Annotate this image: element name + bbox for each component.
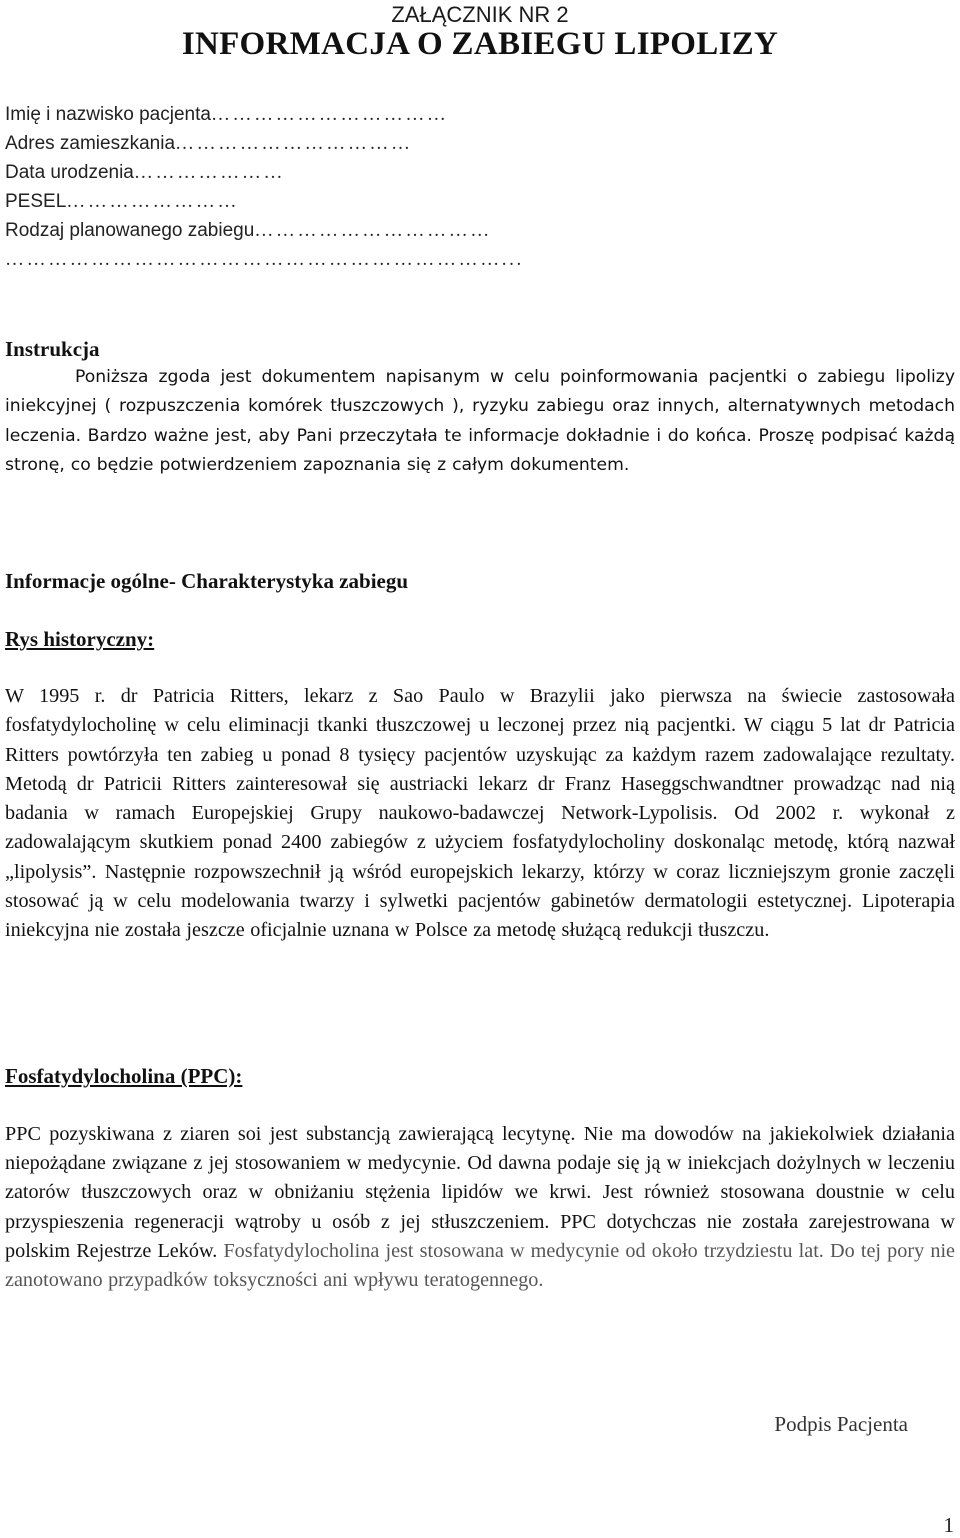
ppc-text-gray: Fosfatydylocholina jest stosowana w medycynie od około trzydziestu lat. Do tej pory nie zanotowano przypadków toksyczności ani wpływu teratogennego. bbox=[5, 1239, 956, 1292]
birth-date-field bbox=[5, 161, 285, 185]
ppc-paragraph bbox=[5, 1120, 955, 1295]
ppc-heading: Fosfatydylocholina (PPC): bbox=[5, 1064, 243, 1088]
general-info-heading: Informacje ogólne- Charakterystyka zabiegu bbox=[5, 569, 409, 593]
ppc-text: PPC pozyskiwana z ziaren soi jest substancją zawierającą lecytynę. Nie ma dowodów na jakiekolwiek działania niepożądane związane z jej stosowaniem w medycynie. Od dawna podaje się ją w iniekcjach dożylnych w leczeniu zatorów tłuszczowych oraz w obniżaniu stężenia lipidów we krwi. Jest również stosowana doustnie w celu przyspieszenia regeneracji wątroby u osób z jej stłuszczeniem. PPC dotychczas nie została zarejestrowana w polskim Rejestrze Leków. bbox=[5, 1123, 955, 1262]
address-field bbox=[5, 132, 413, 156]
document-title: INFORMACJA O ZABIEGU LIPOLIZY bbox=[181, 26, 779, 62]
address-blank: …………………………… bbox=[175, 133, 413, 154]
instructions-text: Poniższa zgoda jest dokumentem napisanym w celu poinformowania pacjentki o zabiegu lipolizy iniekcyjnej ( rozpuszczenia komórek tłuszczowych ), ryzyku zabiegu oraz innych, alternatywnych metodach leczenia. Bardzo ważne jest, aby Pani przeczytała te informacje dokładnie i do końca. Proszę podpisać każdą stronę, co będzie potwierdzeniem zapoznania się z całym dokumentem. bbox=[5, 367, 955, 476]
instructions-paragraph bbox=[5, 363, 955, 481]
patient-name-label: Imię i nazwisko pacjenta bbox=[5, 104, 211, 125]
annex-label: ZAŁĄCZNIK NR 2 bbox=[391, 2, 569, 27]
pesel-label: PESEL bbox=[5, 191, 67, 212]
patient-name-blank: …………………………… bbox=[210, 104, 449, 125]
birth-date-blank: ………………… bbox=[133, 162, 286, 183]
procedure-type-blank-2: ……………………………………………………………... bbox=[5, 249, 524, 270]
history-heading: Rys historyczny: bbox=[5, 627, 155, 651]
page-number: 1 bbox=[943, 1513, 954, 1537]
history-paragraph: W 1995 r. dr Patricia Ritters, lekarz z Sao Paulo w Brazylii jako pierwsza na świecie zastosowała fosfatydylocholinę w celu eliminacji tkanki tłuszczowej u leczonej przez nią pacjentki. W ciągu 5 lat dr Patricia Ritters powtórzyła ten zabieg u ponad 8 tysięcy pacjentów uzyskując za każdym razem zadowalające rezultaty. Metodą dr Patricii Ritters zainteresował się austriacki lekarz dr Franz Haseggschwandtner prowadząc nad nią badania w ramach Europejskiej Grupy naukowo-badawczej Network-Lypolisis. Od 2002 r. wykonał z zadowalającym skutkiem ponad 2400 zabiegów z użyciem fosfatydylocholiny doskonaląc metodę, którą nazwał „lipolysis”. Następnie rozpowszechnił ją wśród europejskich lekarzy, którzy w coraz liczniejszym gronie zaczęli stosować ją w celu modelowania twarzy i sylwetki pacjentów gabinetów dermatologii estetycznej. Lipoterapia iniekcyjna nie została jeszcze oficjalnie uznana w Polsce za metodę służącą redukcji tłuszczu. bbox=[5, 685, 955, 942]
procedure-type-field bbox=[5, 219, 492, 243]
address-label: Adres zamieszkania bbox=[5, 133, 176, 154]
pesel-field bbox=[5, 190, 239, 214]
procedure-type-blank: …………………………… bbox=[254, 220, 492, 241]
pesel-blank: …………………… bbox=[66, 191, 240, 212]
procedure-type-blank-line2 bbox=[5, 248, 524, 272]
birth-date-label: Data urodzenia bbox=[5, 162, 134, 183]
procedure-type-label: Rodzaj planowanego zabiegu bbox=[5, 220, 255, 241]
patient-signature-label: Podpis Pacjenta bbox=[774, 1412, 908, 1436]
instructions-heading: Instrukcja bbox=[5, 337, 100, 361]
patient-name-field bbox=[5, 103, 449, 127]
